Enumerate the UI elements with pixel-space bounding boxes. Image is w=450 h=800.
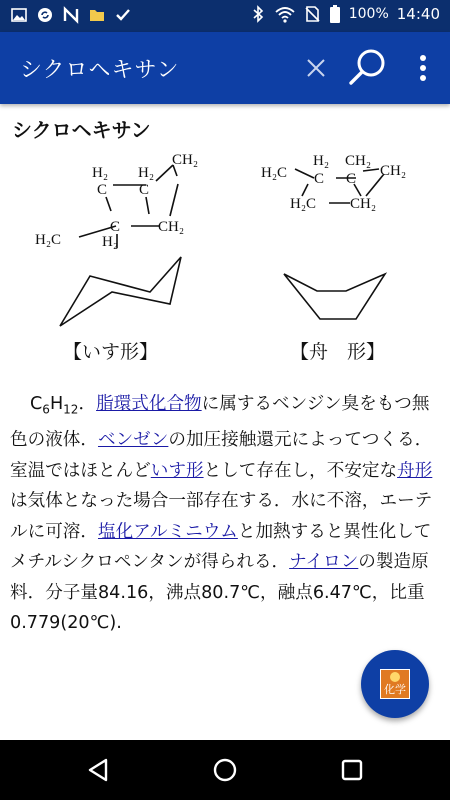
chair-label-9: H₂ xyxy=(102,234,119,250)
status-bar xyxy=(0,0,450,32)
link-alicyclic-compound[interactable]: 脂環式化合物 xyxy=(96,394,202,414)
status-time: 14:40 xyxy=(396,5,440,23)
chair-label-7: CH₂ xyxy=(158,219,185,235)
chair-conformation-outline xyxy=(60,257,181,326)
system-nav-bar xyxy=(0,740,450,800)
n-icon xyxy=(62,6,80,24)
body-text-5: は気体となった場合一部存在する．水に不溶，エーテルに可溶． xyxy=(10,491,433,542)
body-text-1: ． xyxy=(78,394,97,414)
boat-label-8: CH₂ xyxy=(380,163,407,179)
wifi-icon xyxy=(275,5,295,23)
search-icon[interactable] xyxy=(346,46,390,90)
boat-label-6: H₂C xyxy=(290,196,317,212)
status-right-icons xyxy=(249,5,440,23)
recent-square-icon[interactable] xyxy=(336,754,368,786)
gallery-icon xyxy=(10,6,28,24)
chair-caption: 【いす形】 xyxy=(63,341,159,363)
link-nylon[interactable]: ナイロン xyxy=(289,552,359,573)
boat-conformation-outline xyxy=(284,274,385,319)
body-text-2: に属するベンジン臭をもつ無色の液体． xyxy=(10,394,430,451)
chair-label-4: C xyxy=(97,182,108,198)
link-boat-form[interactable]: 舟形 xyxy=(397,460,433,481)
home-circle-icon[interactable] xyxy=(209,754,241,786)
sun-glyph xyxy=(390,672,400,682)
dictionary-switch-button[interactable] xyxy=(361,650,429,718)
close-icon[interactable] xyxy=(300,52,332,84)
chair-label-5: C xyxy=(139,182,150,198)
link-benzene[interactable]: ベンゼン xyxy=(97,430,169,451)
formula: $C_6H_{12}$ xyxy=(30,394,79,417)
sync-icon xyxy=(36,6,54,24)
boat-label-7: CH₂ xyxy=(350,196,377,212)
check-icon xyxy=(114,6,132,24)
dictionary-entry xyxy=(0,104,450,740)
chemistry-dictionary-icon xyxy=(380,669,410,699)
boat-label-5: CH₂ xyxy=(345,153,372,169)
battery-percent: 100% xyxy=(348,6,389,22)
status-left-icons xyxy=(10,6,132,24)
boat-label-2: H₂C xyxy=(261,165,288,181)
boat-label-1: H₂ xyxy=(313,153,330,169)
back-triangle-icon[interactable] xyxy=(82,754,114,786)
body-text-4: として存在し，不安定な xyxy=(203,460,398,481)
app-bar xyxy=(0,32,450,104)
folder-icon xyxy=(88,6,106,24)
chair-label-6: C xyxy=(110,219,121,235)
body-text-6: と加熱すると異性化してメチルシクロペンタンが得られる． xyxy=(10,521,432,573)
link-aluminium-chloride[interactable]: 塩化アルミニウム xyxy=(97,521,238,542)
boat-caption: 【舟 形】 xyxy=(290,341,386,363)
fab-label: 化学 xyxy=(384,683,406,696)
search-query-title[interactable]: シクロヘキサン xyxy=(20,58,180,83)
entry-body xyxy=(10,389,434,639)
no-sim-icon xyxy=(303,5,321,23)
chair-label-1: H₂ xyxy=(92,165,109,181)
more-vert-icon[interactable] xyxy=(408,50,438,86)
body-text-7: の製造原料．分子量84.16，沸点80.7℃，融点6.47℃，比重0.779(20℃). xyxy=(10,552,429,634)
body-text-3: の加圧接触還元によってつくる．室温ではほとんど xyxy=(10,430,433,481)
chair-label-3: CH₂ xyxy=(172,152,199,168)
boat-label-3: C xyxy=(314,171,325,187)
battery-icon xyxy=(329,5,341,23)
bluetooth-icon xyxy=(249,5,267,23)
boat-label-4: C xyxy=(346,171,357,187)
chair-label-2: H₂ xyxy=(138,165,155,181)
chair-label-8: H₂C xyxy=(35,232,62,248)
link-chair-form[interactable]: いす形 xyxy=(150,460,204,481)
entry-title: シクロヘキサン xyxy=(12,118,151,142)
